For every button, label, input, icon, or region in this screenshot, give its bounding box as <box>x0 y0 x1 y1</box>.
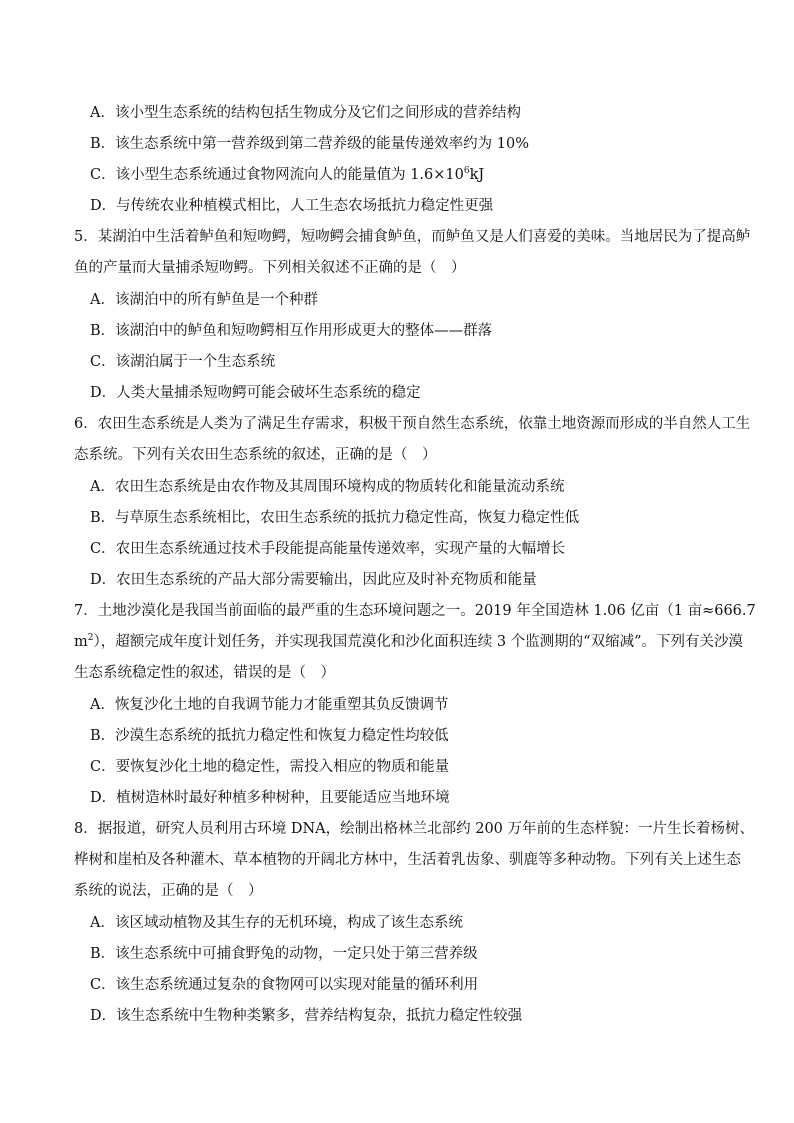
q6-option-a: A．农田生态系统是由农作物及其周围环境构成的物质转化和能量流动系统 <box>90 479 565 495</box>
q8-option-a: A．该区域动植物及其生存的无机环境，构成了该生态系统 <box>90 915 463 931</box>
q7-option-b: B．沙漠生态系统的抵抗力稳定性和恢复力稳定性均较低 <box>90 728 449 744</box>
q4-option-a: A．该小型生态系统的结构包括生物成分及它们之间形成的营养结构 <box>90 105 521 121</box>
q7-stem-line-3: 生态系统稳定性的叙述，错误的是（ ） <box>74 665 335 681</box>
q7-unit-m: m <box>74 634 88 650</box>
q6-stem-line-2: 态系统。下列有关农田生态系统的叙述，正确的是（ ） <box>74 447 437 463</box>
q7-option-c: C．要恢复沙化土地的稳定性，需投入相应的物质和能量 <box>90 759 450 775</box>
q5-option-a: A．该湖泊中的所有鲈鱼是一个种群 <box>90 292 318 308</box>
q7-stem-line-2 <box>74 632 743 652</box>
q8-option-d: D．该生态系统中生物种类繁多，营养结构复杂，抵抗力稳定性较强 <box>90 1008 523 1024</box>
q7-option-d: D．植树造林时最好种植多种树种，且要能适应当地环境 <box>90 790 450 806</box>
q4-option-c-text: C．该小型生态系统通过食物网流向人的能量值为 1.6×10 <box>90 167 464 183</box>
q5-stem-line-1: 5．某湖泊中生活着鲈鱼和短吻鳄，短吻鳄会捕食鲈鱼，而鲈鱼又是人们喜爱的美味。当地居民为了提高鲈 <box>74 229 751 245</box>
q4-option-b: B．该生态系统中第一营养级到第二营养级的能量传递效率约为 10% <box>90 136 529 152</box>
q8-option-b: B．该生态系统中可捕食野兔的动物，一定只处于第三营养级 <box>90 946 478 962</box>
q8-stem-line-2: 桦树和崖柏及各种灌木、草本植物的开阔北方林中，生活着乳齿象、驯鹿等多种动物。下列有关上述生态 <box>74 852 741 868</box>
q4-option-c <box>90 165 484 185</box>
q4-option-c-unit: kJ <box>469 167 485 183</box>
q6-stem-line-1: 6．农田生态系统是人类为了满足生存需求，积极干预自然生态系统，依靠土地资源而形成的半自然人工生 <box>74 416 751 432</box>
q7-stem-line-2-text: ），超额完成年度计划任务，并实现我国荒漠化和沙化面积连续 3 个监测期的“双缩减”。下列有关沙漠 <box>93 634 743 650</box>
q8-stem-line-3: 系统的说法，正确的是（ ） <box>74 883 263 899</box>
q5-stem-line-2: 鱼的产量而大量捕杀短吻鳄。下列相关叙述不正确的是（ ） <box>74 260 466 276</box>
q5-option-c: C．该湖泊属于一个生态系统 <box>90 354 276 370</box>
q6-option-d: D．农田生态系统的产品大部分需要输出，因此应及时补充物质和能量 <box>90 572 537 588</box>
q6-option-c: C．农田生态系统通过技术手段能提高能量传递效率，实现产量的大幅增长 <box>90 541 566 557</box>
q7-unit-exponent: 2 <box>87 633 94 644</box>
q6-option-b: B．与草原生态系统相比，农田生态系统的抵抗力稳定性高，恢复力稳定性低 <box>90 510 580 526</box>
q7-stem-line-1: 7．土地沙漠化是我国当前面临的最严重的生态环境问题之一。2019 年全国造林 1.06 亿亩（1 亩≈666.7 <box>74 603 756 619</box>
q4-option-c-exponent: 6 <box>463 166 470 177</box>
q7-option-a: A．恢复沙化土地的自我调节能力才能重塑其负反馈调节 <box>90 697 449 713</box>
q8-option-c: C．该生态系统通过复杂的食物网可以实现对能量的循环利用 <box>90 977 479 993</box>
q8-stem-line-1: 8．据报道，研究人员利用古环境 DNA，绘制出格林兰北部约 200 万年前的生态样貌：一片生长着杨树、 <box>74 821 755 837</box>
q5-option-b: B．该湖泊中的鲈鱼和短吻鳄相互作用形成更大的整体——群落 <box>90 323 493 339</box>
q4-option-d: D．与传统农业种植模式相比，人工生态农场抵抗力稳定性更强 <box>90 198 494 214</box>
q5-option-d: D．人类大量捕杀短吻鳄可能会破坏生态系统的稳定 <box>90 385 421 401</box>
